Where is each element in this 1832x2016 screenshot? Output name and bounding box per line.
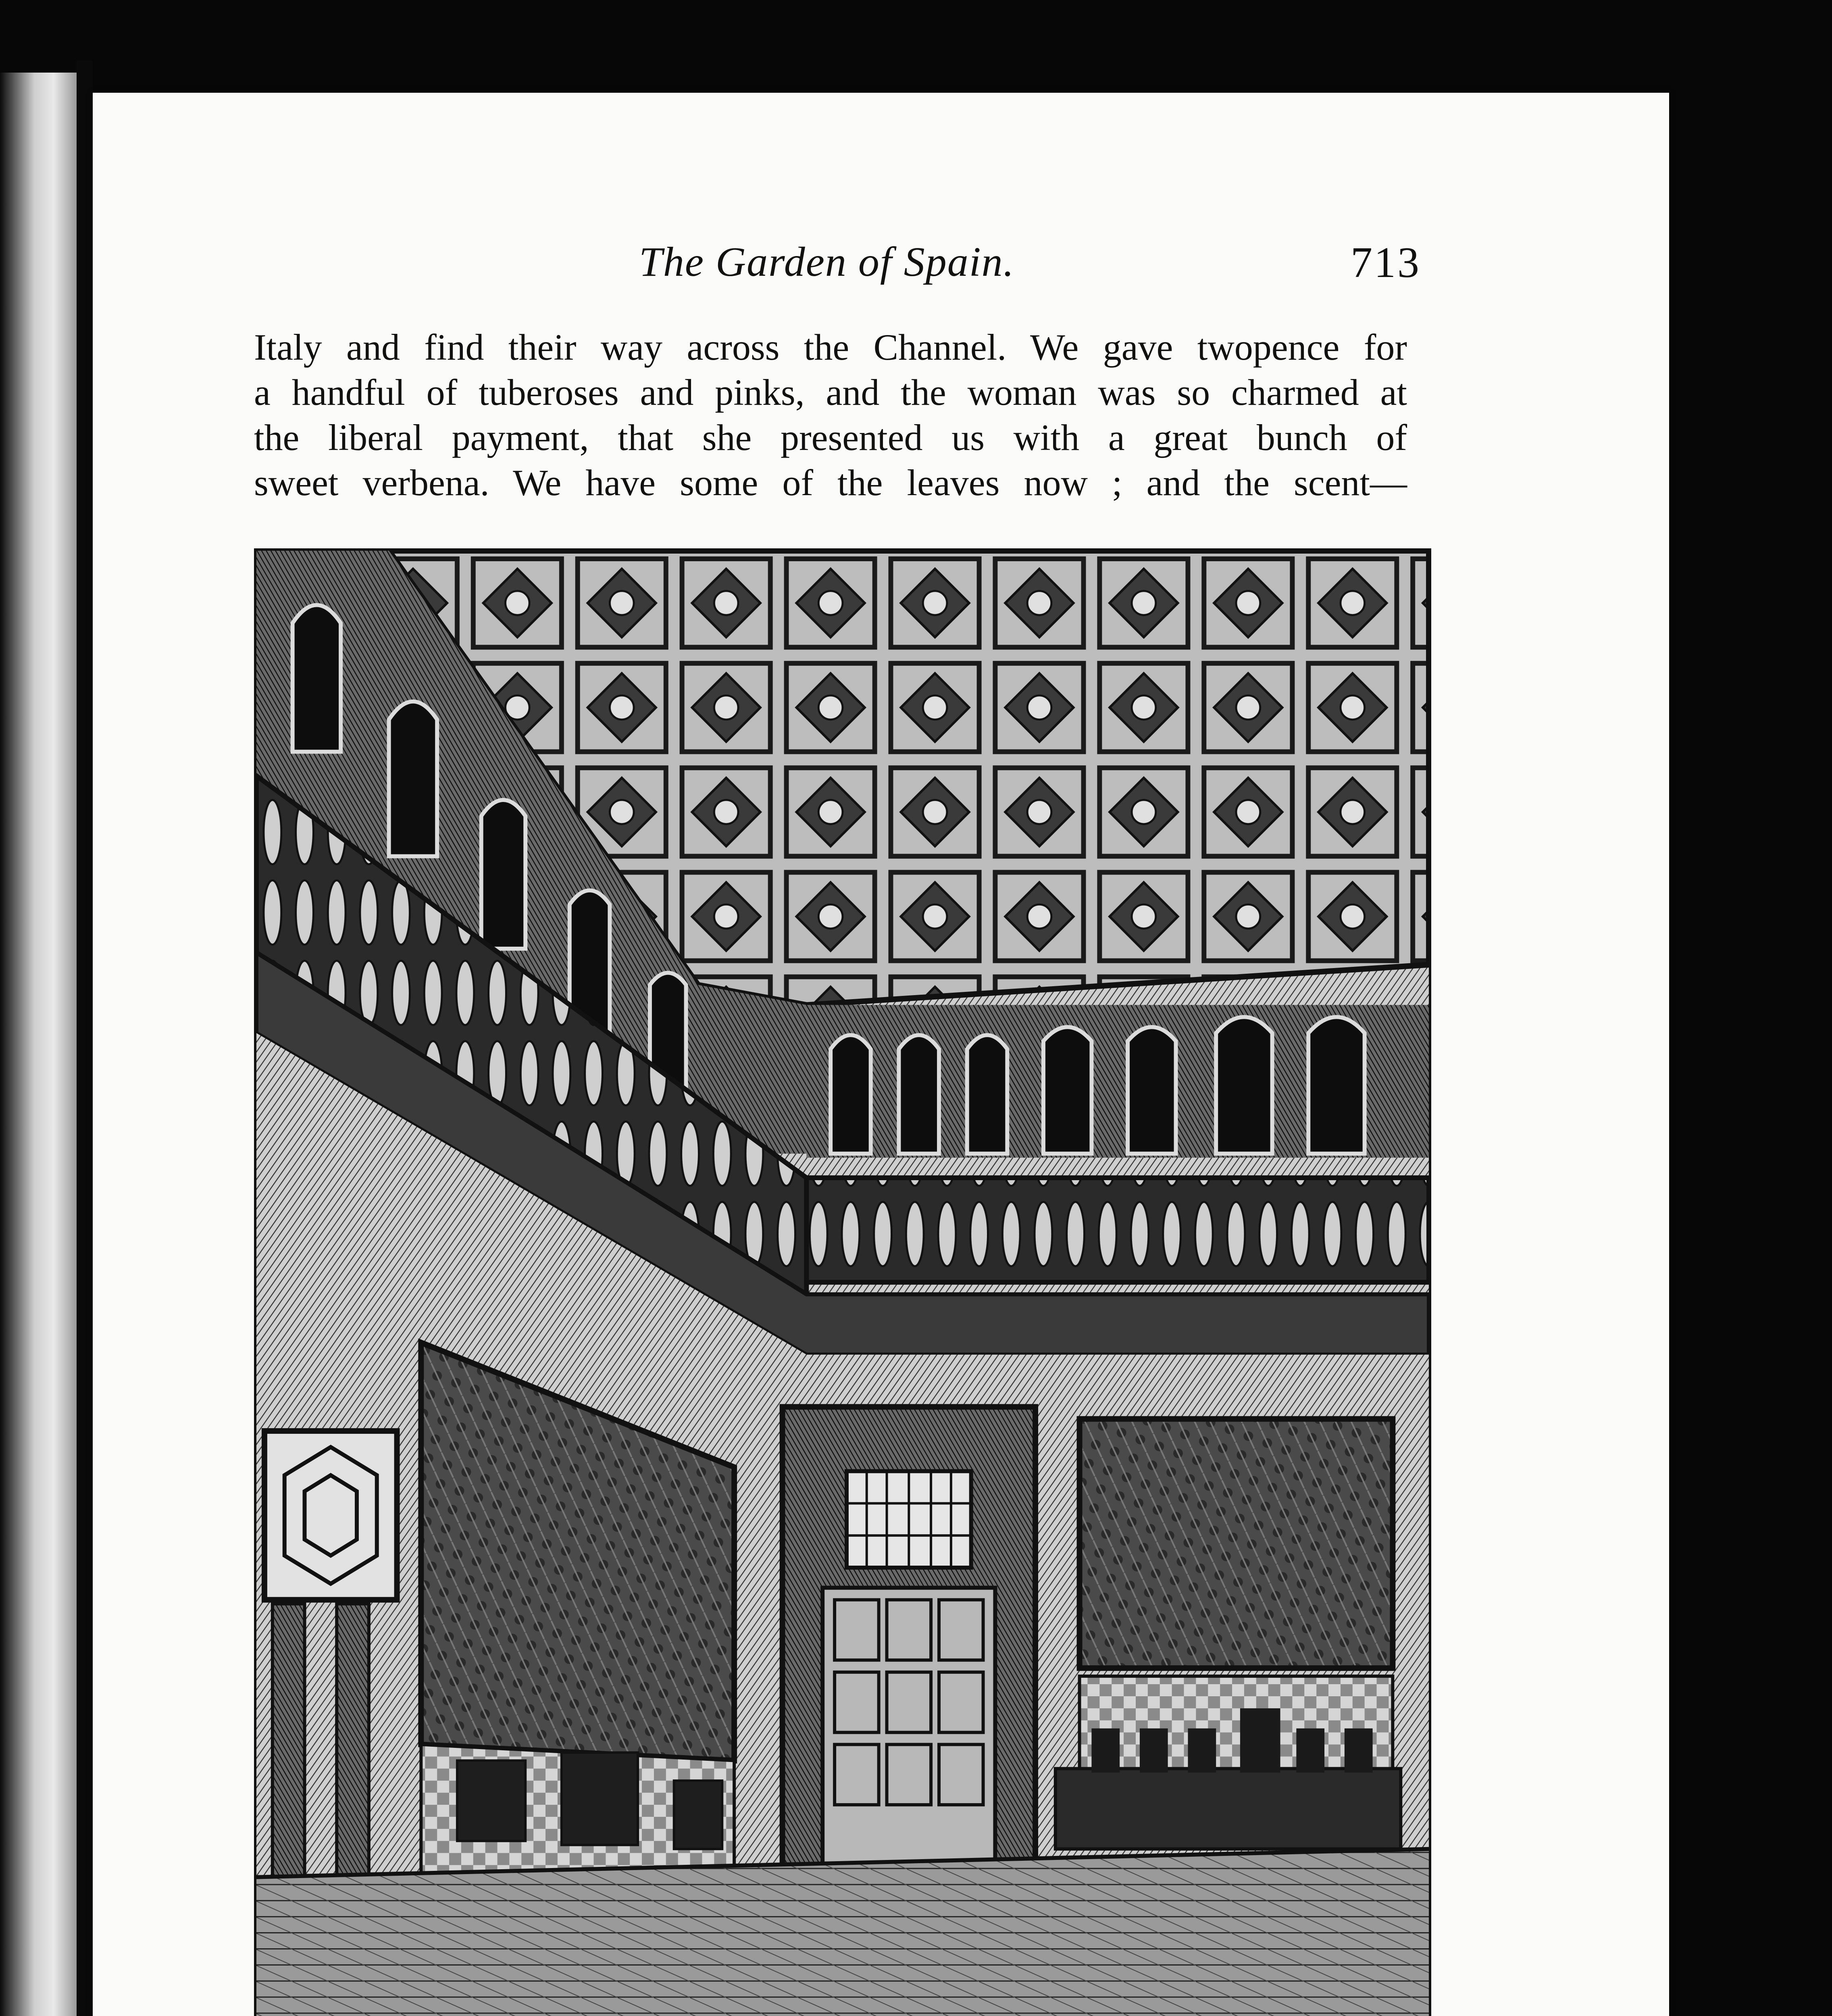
book-spine-shadow [77, 60, 93, 2016]
page-number: 713 [1351, 239, 1421, 287]
text-line: Italy and find their way across the Channel. We gave twopence for [254, 327, 1407, 368]
previous-page-edge [0, 73, 77, 2016]
running-head [93, 238, 1669, 298]
text-line: the liberal payment, that she presented us with a great bunch of [254, 417, 1407, 458]
running-head-title: The Garden of Spain. [639, 239, 1015, 285]
body-text-top [254, 325, 1407, 505]
engraving-illustration [254, 548, 1431, 2016]
text-line: sweet verbena. We have some of the leaves now ; and the scent— [254, 462, 1407, 503]
book-page [93, 93, 1669, 2016]
engraving-hall-interior [256, 551, 1429, 2016]
text-line: a handful of tuberoses and pinks, and the woman was so charmed at [254, 372, 1407, 413]
